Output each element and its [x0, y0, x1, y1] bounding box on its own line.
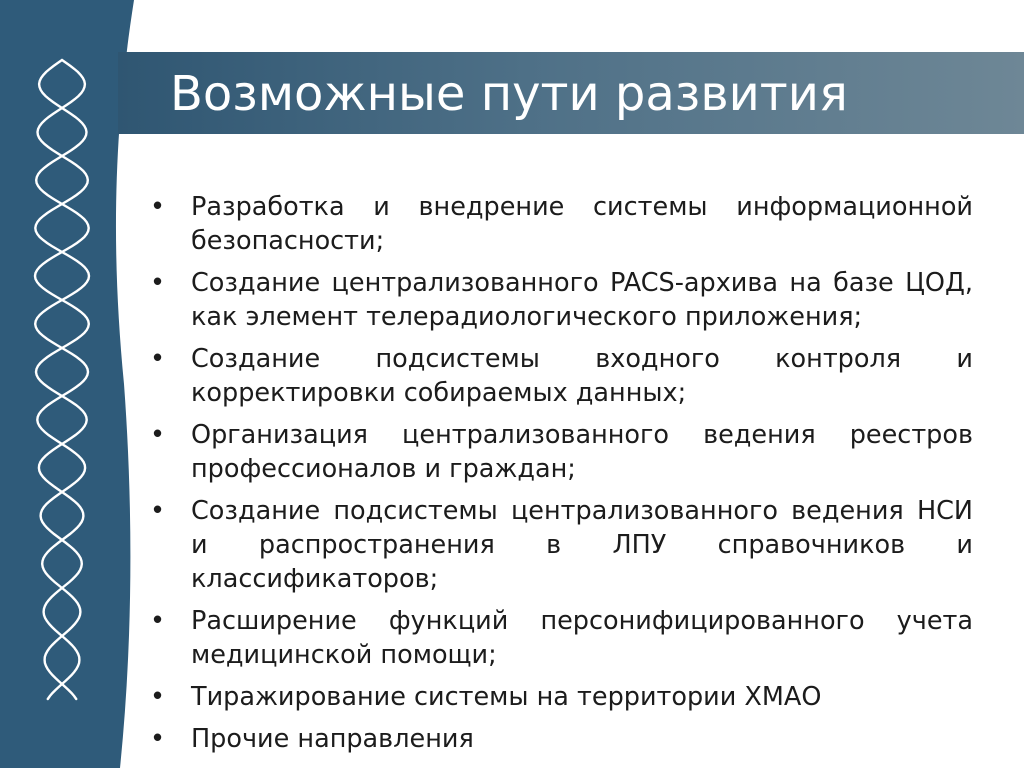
bullet-item: [150, 680, 973, 714]
bullet-text: Разработка и внедрение системы информационной безопасности;: [191, 192, 973, 256]
bullet-marker: •: [150, 420, 166, 450]
bullet-item: [150, 722, 973, 756]
bullet-marker: •: [150, 724, 166, 754]
bullet-marker: •: [150, 192, 166, 222]
bullet-item: [150, 342, 973, 410]
bullet-marker: •: [150, 682, 166, 712]
bullet-item: [150, 266, 973, 334]
bullet-item: [150, 418, 973, 486]
bullet-list: [150, 190, 973, 764]
bullet-marker: •: [150, 268, 166, 298]
bullet-marker: •: [150, 606, 166, 636]
bullet-text: Создание централизованного PACS-архива на базе ЦОД, как элемент телерадиологического приложения;: [191, 268, 973, 332]
bullet-item: [150, 494, 973, 596]
bullet-text: Прочие направления: [191, 724, 474, 754]
bullet-marker: •: [150, 496, 166, 526]
bullet-text: Создание подсистемы централизованного ведения НСИ и распространения в ЛПУ справочников и классификаторов;: [191, 496, 973, 594]
bullet-item: [150, 604, 973, 672]
slide-title: Возможные пути развития: [170, 66, 848, 122]
bullet-text: Тиражирование системы на территории ХМАО: [191, 682, 822, 712]
bullet-text: Расширение функций персонифицированного учета медицинской помощи;: [191, 606, 973, 670]
bullet-item: [150, 190, 973, 258]
bullet-text: Создание подсистемы входного контроля и корректировки собираемых данных;: [191, 344, 973, 408]
bullet-marker: •: [150, 344, 166, 374]
bullet-text: Организация централизованного ведения реестров профессионалов и граждан;: [191, 420, 973, 484]
